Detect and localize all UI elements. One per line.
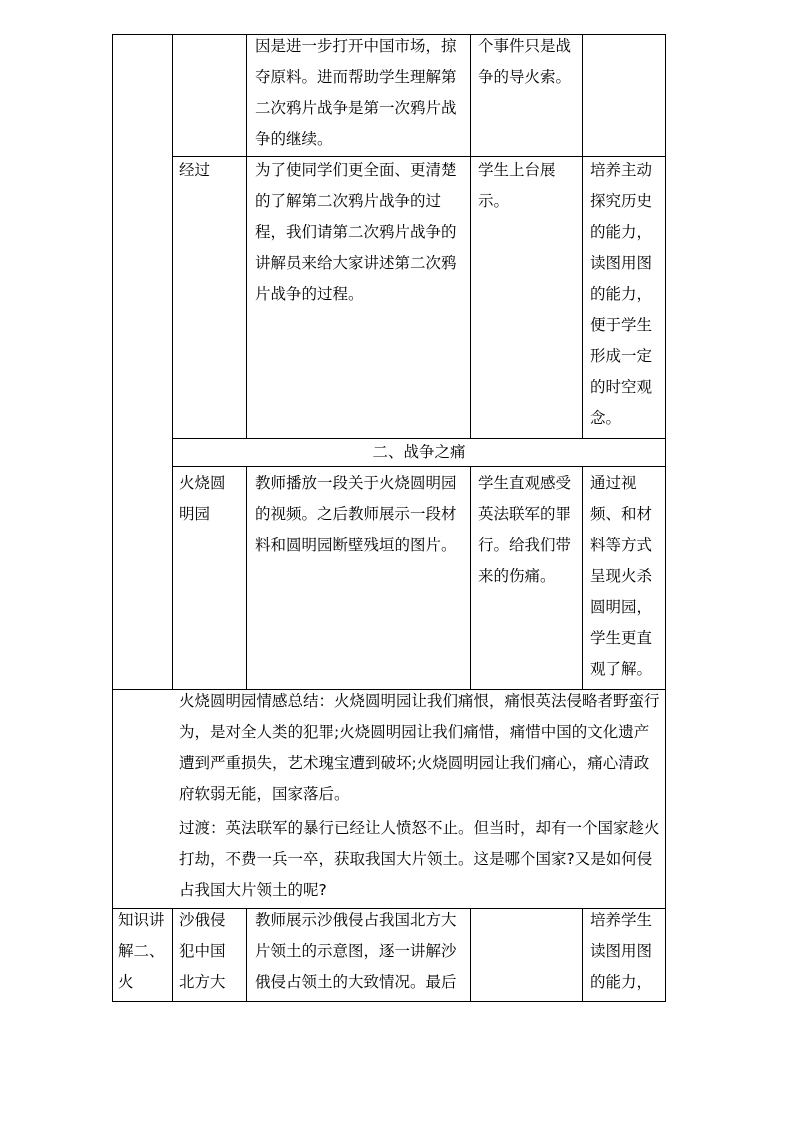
column-divider <box>470 908 471 1002</box>
jingguo-student-activity: 学生上台展示。 <box>478 161 556 210</box>
column-divider <box>246 34 247 439</box>
column-divider <box>470 466 471 690</box>
continued-student-activity: 个事件只是战争的导火索。 <box>478 37 572 86</box>
emotional-summary-paragraph: 火烧圆明园情感总结：火烧圆明园让我们痛恨，痛恨英法侵略者野蛮行为，是对全人类的犯罪;火烧圆明园让我们痛惜，痛惜中国的文化遗产遭到严重损失，艺术瑰宝遭到破坏;火烧圆明园让我们痛心，痛心清政府软弱无能，国家落后。 <box>179 692 660 803</box>
column-divider <box>582 466 583 690</box>
yuanmingyuan-student-activity: 学生直观感受英法联军的罪行。给我们带来的伤痛。 <box>478 474 572 585</box>
column-divider <box>246 466 247 690</box>
yuanmingyuan-topic: 火烧圆明园 <box>179 474 226 523</box>
jingguo-design-purpose: 培养主动探究历史的能力，读图用图的能力，便于学生形成一定的时空观念。 <box>590 161 653 427</box>
yuanmingyuan-design-purpose: 通过视频、和材料等方式呈现火杀圆明园，学生更直观了解。 <box>590 474 653 678</box>
russia-section-label: 知识讲解二、火 <box>118 911 165 991</box>
continued-teacher-activity: 因是进一步打开中国市场，掠夺原料。进而帮助学生理解第二次鸦片战争是第一次鸦片战争的继续。 <box>255 37 457 148</box>
table-right-border <box>665 34 666 1002</box>
russia-design-purpose: 培养学生读图用图的能力， <box>590 911 653 991</box>
jingguo-topic: 经过 <box>179 161 211 179</box>
transition-paragraph: 过渡：英法联军的暴行已经让人愤怒不止。但当时，却有一个国家趁火打劫，不费一兵一卒，获取我国大片领土。这是哪个国家?又是如何侵占我国大片领土的呢? <box>179 819 660 899</box>
russia-topic: 沙俄侵犯中国北方大 <box>179 911 226 991</box>
table-left-border <box>112 34 113 1002</box>
russia-teacher-activity: 教师展示沙俄侵占我国北方大片领土的示意图，逐一讲解沙俄侵占领土的大致情况。最后 <box>255 911 457 991</box>
yuanmingyuan-teacher-activity: 教师播放一段关于火烧圆明园的视频。之后教师展示一段材料和圆明园断壁残垣的图片。 <box>255 474 457 554</box>
jingguo-teacher-activity: 为了使同学们更全面、更清楚的了解第二次鸦片战争的过程，我们请第二次鸦片战争的讲解员来给大家讲述第二次鸦片战争的过程。 <box>255 161 457 303</box>
column-divider <box>582 34 583 439</box>
column-divider <box>246 908 247 1002</box>
column-divider <box>172 34 173 690</box>
column-divider <box>470 34 471 439</box>
column-divider <box>582 908 583 1002</box>
section-header-war-pain: 二、战争之痛 <box>372 443 466 461</box>
column-divider <box>172 908 173 1002</box>
